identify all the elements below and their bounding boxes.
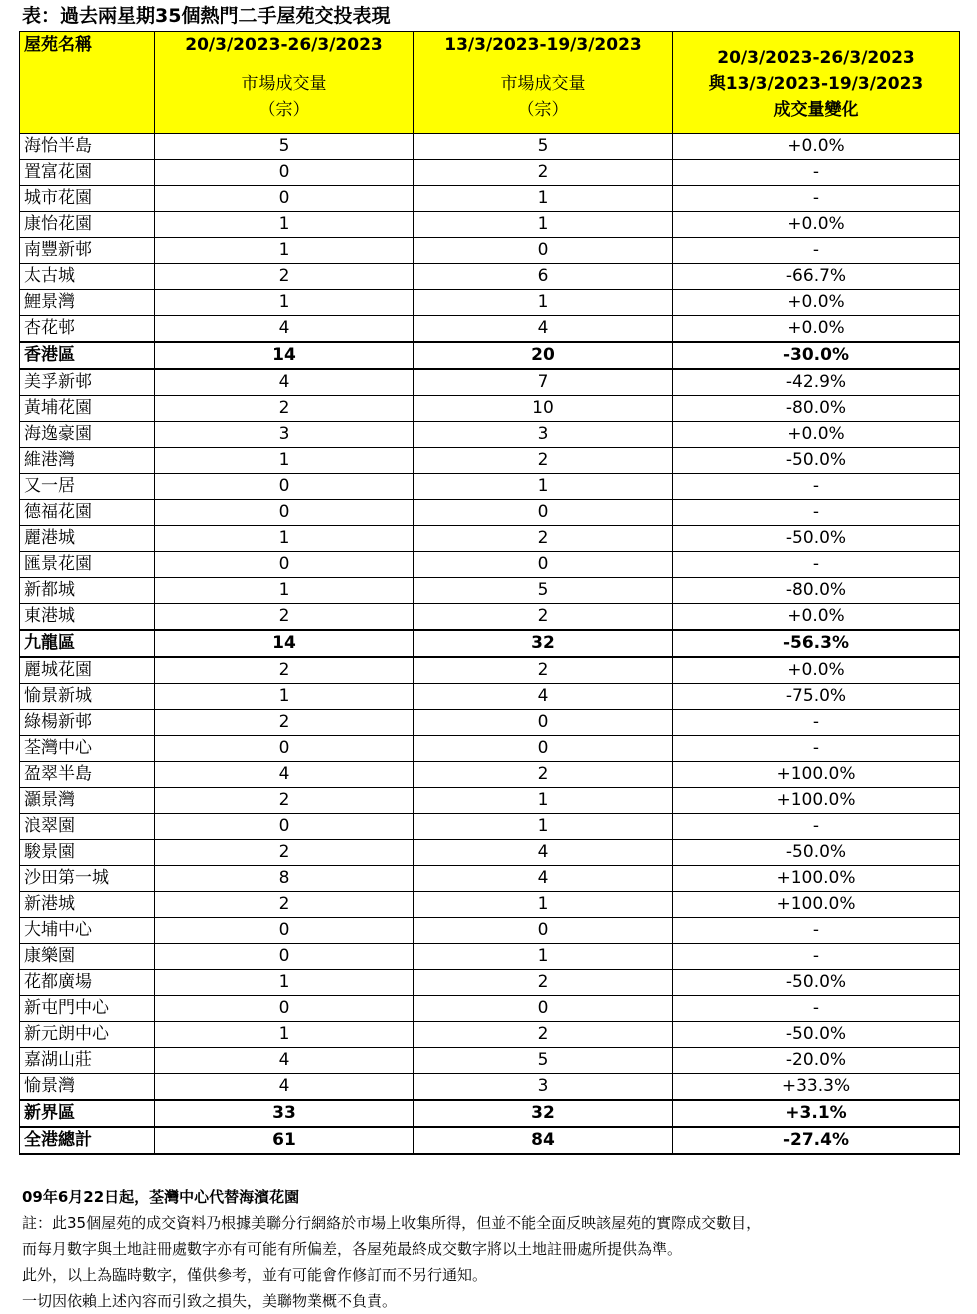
estate-name-cell: 德福花園 (20, 500, 155, 526)
subtotal-row (20, 630, 960, 657)
current-week-count-cell: 1 (155, 448, 414, 474)
previous-week-count-cell: 32 (414, 630, 673, 657)
change-percent-cell: -80.0% (673, 396, 960, 422)
current-week-count-cell: 2 (155, 840, 414, 866)
table-row (20, 186, 960, 212)
table-row (20, 396, 960, 422)
header-change-line2: 與13/3/2023-19/3/2023 (708, 74, 924, 94)
estate-name-cell: 太古城 (20, 264, 155, 290)
table-body (20, 134, 960, 1155)
table-row (20, 316, 960, 343)
current-week-count-cell: 4 (155, 762, 414, 788)
current-week-count-cell: 1 (155, 970, 414, 996)
table-row (20, 552, 960, 578)
current-week-count-cell: 2 (155, 657, 414, 684)
header-estate-name-label: 屋苑名稱 (24, 35, 92, 55)
previous-week-count-cell: 5 (414, 578, 673, 604)
estate-name-cell: 灝景灣 (20, 788, 155, 814)
table-header-row (20, 32, 960, 134)
estate-name-cell: 新屯門中心 (20, 996, 155, 1022)
estate-name-cell: 九龍區 (20, 630, 155, 657)
previous-week-count-cell: 1 (414, 474, 673, 500)
previous-week-count-cell: 4 (414, 866, 673, 892)
current-week-count-cell: 2 (155, 604, 414, 631)
header-week-previous-unit: （宗） (517, 100, 569, 120)
current-week-count-cell: 2 (155, 264, 414, 290)
estate-name-cell: 杏花邨 (20, 316, 155, 343)
current-week-count-cell: 0 (155, 474, 414, 500)
change-percent-cell: +0.0% (673, 316, 960, 343)
table-row (20, 212, 960, 238)
previous-week-count-cell: 1 (414, 892, 673, 918)
previous-week-count-cell: 4 (414, 840, 673, 866)
previous-week-count-cell: 84 (414, 1127, 673, 1154)
current-week-count-cell: 1 (155, 1022, 414, 1048)
table-row (20, 160, 960, 186)
previous-week-count-cell: 2 (414, 1022, 673, 1048)
table-row (20, 918, 960, 944)
table-row (20, 474, 960, 500)
previous-week-count-cell: 10 (414, 396, 673, 422)
header-estate-name (20, 32, 155, 134)
table-row (20, 1048, 960, 1074)
previous-week-count-cell: 2 (414, 762, 673, 788)
header-change-line3: 成交量變化 (773, 100, 859, 120)
table-row (20, 788, 960, 814)
previous-week-count-cell: 32 (414, 1100, 673, 1127)
previous-week-count-cell: 3 (414, 1074, 673, 1101)
estate-name-cell: 新界區 (20, 1100, 155, 1127)
total-row (20, 1127, 960, 1154)
estate-name-cell: 康怡花園 (20, 212, 155, 238)
header-week-current-label: 市場成交量 (241, 74, 327, 94)
current-week-count-cell: 4 (155, 1074, 414, 1101)
current-week-count-cell: 0 (155, 996, 414, 1022)
table-row (20, 422, 960, 448)
current-week-count-cell: 33 (155, 1100, 414, 1127)
table-row (20, 526, 960, 552)
previous-week-count-cell: 0 (414, 996, 673, 1022)
previous-week-count-cell: 1 (414, 212, 673, 238)
table-row (20, 944, 960, 970)
current-week-count-cell: 3 (155, 422, 414, 448)
table-row (20, 290, 960, 316)
current-week-count-cell: 2 (155, 710, 414, 736)
current-week-count-cell: 4 (155, 316, 414, 343)
header-change (673, 32, 960, 134)
estate-name-cell: 鯉景灣 (20, 290, 155, 316)
current-week-count-cell: 14 (155, 630, 414, 657)
change-percent-cell: - (673, 736, 960, 762)
page-title: 表：過去兩星期35個熱門二手屋苑交投表現 (22, 5, 391, 27)
notes-section (22, 1184, 962, 1314)
current-week-count-cell: 2 (155, 396, 414, 422)
estate-name-cell: 新都城 (20, 578, 155, 604)
change-percent-cell: +0.0% (673, 657, 960, 684)
current-week-count-cell: 0 (155, 814, 414, 840)
change-percent-cell: +0.0% (673, 422, 960, 448)
estate-name-cell: 新港城 (20, 892, 155, 918)
table-row (20, 448, 960, 474)
change-percent-cell: +0.0% (673, 134, 960, 160)
previous-week-count-cell: 7 (414, 369, 673, 396)
previous-week-count-cell: 0 (414, 710, 673, 736)
table-row (20, 762, 960, 788)
table-row (20, 996, 960, 1022)
note-replacement: 09年6月22日起，荃灣中心代替海濱花園 (22, 1188, 300, 1206)
estate-name-cell: 置富花園 (20, 160, 155, 186)
estate-name-cell: 盈翠半島 (20, 762, 155, 788)
current-week-count-cell: 14 (155, 342, 414, 369)
table-row (20, 500, 960, 526)
estate-name-cell: 花都廣場 (20, 970, 155, 996)
change-percent-cell: +0.0% (673, 290, 960, 316)
change-percent-cell: - (673, 918, 960, 944)
table-row (20, 369, 960, 396)
table-row (20, 134, 960, 160)
change-percent-cell: - (673, 944, 960, 970)
current-week-count-cell: 5 (155, 134, 414, 160)
change-percent-cell: - (673, 814, 960, 840)
previous-week-count-cell: 2 (414, 160, 673, 186)
current-week-count-cell: 4 (155, 1048, 414, 1074)
table-row (20, 970, 960, 996)
change-percent-cell: +100.0% (673, 866, 960, 892)
table-row (20, 1074, 960, 1101)
table-row (20, 264, 960, 290)
change-percent-cell: -75.0% (673, 684, 960, 710)
previous-week-count-cell: 20 (414, 342, 673, 369)
estate-name-cell: 海逸豪園 (20, 422, 155, 448)
previous-week-count-cell: 6 (414, 264, 673, 290)
change-percent-cell: -20.0% (673, 1048, 960, 1074)
current-week-count-cell: 1 (155, 290, 414, 316)
current-week-count-cell: 0 (155, 160, 414, 186)
previous-week-count-cell: 4 (414, 316, 673, 343)
current-week-count-cell: 0 (155, 186, 414, 212)
previous-week-count-cell: 1 (414, 290, 673, 316)
previous-week-count-cell: 0 (414, 736, 673, 762)
change-percent-cell: - (673, 160, 960, 186)
change-percent-cell: -66.7% (673, 264, 960, 290)
estate-name-cell: 愉景灣 (20, 1074, 155, 1101)
estate-name-cell: 南豐新邨 (20, 238, 155, 264)
current-week-count-cell: 61 (155, 1127, 414, 1154)
header-week-current-unit: （宗） (258, 100, 310, 120)
header-week-previous-label: 市場成交量 (500, 74, 586, 94)
estate-name-cell: 全港總計 (20, 1127, 155, 1154)
change-percent-cell: -30.0% (673, 342, 960, 369)
subtotal-row (20, 1100, 960, 1127)
current-week-count-cell: 1 (155, 578, 414, 604)
change-percent-cell: -50.0% (673, 448, 960, 474)
header-week-current-range: 20/3/2023-26/3/2023 (185, 35, 383, 55)
table-row (20, 736, 960, 762)
estate-name-cell: 康樂園 (20, 944, 155, 970)
current-week-count-cell: 0 (155, 944, 414, 970)
previous-week-count-cell: 3 (414, 422, 673, 448)
estate-name-cell: 麗港城 (20, 526, 155, 552)
table-row (20, 814, 960, 840)
change-percent-cell: -50.0% (673, 526, 960, 552)
change-percent-cell: +0.0% (673, 212, 960, 238)
current-week-count-cell: 1 (155, 526, 414, 552)
change-percent-cell: +33.3% (673, 1074, 960, 1101)
change-percent-cell: - (673, 996, 960, 1022)
change-percent-cell: +100.0% (673, 762, 960, 788)
table-row (20, 840, 960, 866)
estate-name-cell: 大埔中心 (20, 918, 155, 944)
current-week-count-cell: 2 (155, 788, 414, 814)
table-row (20, 604, 960, 631)
current-week-count-cell: 4 (155, 369, 414, 396)
previous-week-count-cell: 0 (414, 500, 673, 526)
table-row (20, 238, 960, 264)
change-percent-cell: +100.0% (673, 892, 960, 918)
previous-week-count-cell: 0 (414, 918, 673, 944)
current-week-count-cell: 1 (155, 684, 414, 710)
previous-week-count-cell: 2 (414, 604, 673, 631)
table-row (20, 1022, 960, 1048)
note-disclaimer-registry: 而每月數字與土地註冊處數字亦有可能有所偏差，各屋苑最終成交數字將以土地註冊處所提供為準。 (22, 1240, 683, 1258)
table-row (20, 657, 960, 684)
header-week-previous-range: 13/3/2023-19/3/2023 (444, 35, 642, 55)
estate-name-cell: 駿景園 (20, 840, 155, 866)
transaction-table (19, 31, 960, 1155)
change-percent-cell: - (673, 552, 960, 578)
note-disclaimer-provisional: 此外，以上為臨時數字，僅供參考，並有可能會作修訂而不另行通知。 (22, 1266, 488, 1284)
table-row (20, 866, 960, 892)
estate-name-cell: 新元朗中心 (20, 1022, 155, 1048)
estate-name-cell: 維港灣 (20, 448, 155, 474)
previous-week-count-cell: 5 (414, 1048, 673, 1074)
current-week-count-cell: 2 (155, 892, 414, 918)
subtotal-row (20, 342, 960, 369)
previous-week-count-cell: 1 (414, 186, 673, 212)
change-percent-cell: -42.9% (673, 369, 960, 396)
change-percent-cell: -56.3% (673, 630, 960, 657)
estate-name-cell: 城市花園 (20, 186, 155, 212)
previous-week-count-cell: 0 (414, 552, 673, 578)
change-percent-cell: +0.0% (673, 604, 960, 631)
previous-week-count-cell: 1 (414, 788, 673, 814)
estate-name-cell: 黃埔花園 (20, 396, 155, 422)
note-disclaimer-liability: 一切因依賴上述內容而引致之損失，美聯物業概不負責。 (22, 1292, 398, 1310)
previous-week-count-cell: 2 (414, 526, 673, 552)
current-week-count-cell: 0 (155, 736, 414, 762)
estate-name-cell: 東港城 (20, 604, 155, 631)
previous-week-count-cell: 4 (414, 684, 673, 710)
header-week-current (155, 32, 414, 134)
change-percent-cell: -50.0% (673, 840, 960, 866)
change-percent-cell: - (673, 474, 960, 500)
estate-name-cell: 海怡半島 (20, 134, 155, 160)
table-row (20, 578, 960, 604)
change-percent-cell: - (673, 238, 960, 264)
estate-name-cell: 又一居 (20, 474, 155, 500)
current-week-count-cell: 1 (155, 238, 414, 264)
change-percent-cell: - (673, 710, 960, 736)
estate-name-cell: 麗城花園 (20, 657, 155, 684)
note-disclaimer-source: 註：此35個屋苑的成交資料乃根據美聯分行網絡於市場上收集所得，但並不能全面反映該屋苑的實際成交數目， (22, 1214, 762, 1232)
change-percent-cell: -50.0% (673, 1022, 960, 1048)
estate-name-cell: 愉景新城 (20, 684, 155, 710)
current-week-count-cell: 0 (155, 500, 414, 526)
change-percent-cell: -80.0% (673, 578, 960, 604)
change-percent-cell: - (673, 186, 960, 212)
previous-week-count-cell: 2 (414, 657, 673, 684)
change-percent-cell: -27.4% (673, 1127, 960, 1154)
table-row (20, 892, 960, 918)
previous-week-count-cell: 5 (414, 134, 673, 160)
previous-week-count-cell: 0 (414, 238, 673, 264)
estate-name-cell: 浪翠園 (20, 814, 155, 840)
estate-name-cell: 美孚新邨 (20, 369, 155, 396)
previous-week-count-cell: 2 (414, 970, 673, 996)
header-week-previous (414, 32, 673, 134)
current-week-count-cell: 0 (155, 918, 414, 944)
previous-week-count-cell: 2 (414, 448, 673, 474)
change-percent-cell: +100.0% (673, 788, 960, 814)
table-row (20, 684, 960, 710)
current-week-count-cell: 0 (155, 552, 414, 578)
change-percent-cell: - (673, 500, 960, 526)
table-row (20, 710, 960, 736)
estate-name-cell: 嘉湖山莊 (20, 1048, 155, 1074)
change-percent-cell: -50.0% (673, 970, 960, 996)
estate-name-cell: 沙田第一城 (20, 866, 155, 892)
change-percent-cell: +3.1% (673, 1100, 960, 1127)
estate-name-cell: 香港區 (20, 342, 155, 369)
previous-week-count-cell: 1 (414, 814, 673, 840)
header-change-line1: 20/3/2023-26/3/2023 (717, 48, 915, 68)
estate-name-cell: 匯景花園 (20, 552, 155, 578)
estate-name-cell: 荃灣中心 (20, 736, 155, 762)
current-week-count-cell: 8 (155, 866, 414, 892)
previous-week-count-cell: 1 (414, 944, 673, 970)
current-week-count-cell: 1 (155, 212, 414, 238)
estate-name-cell: 綠楊新邨 (20, 710, 155, 736)
